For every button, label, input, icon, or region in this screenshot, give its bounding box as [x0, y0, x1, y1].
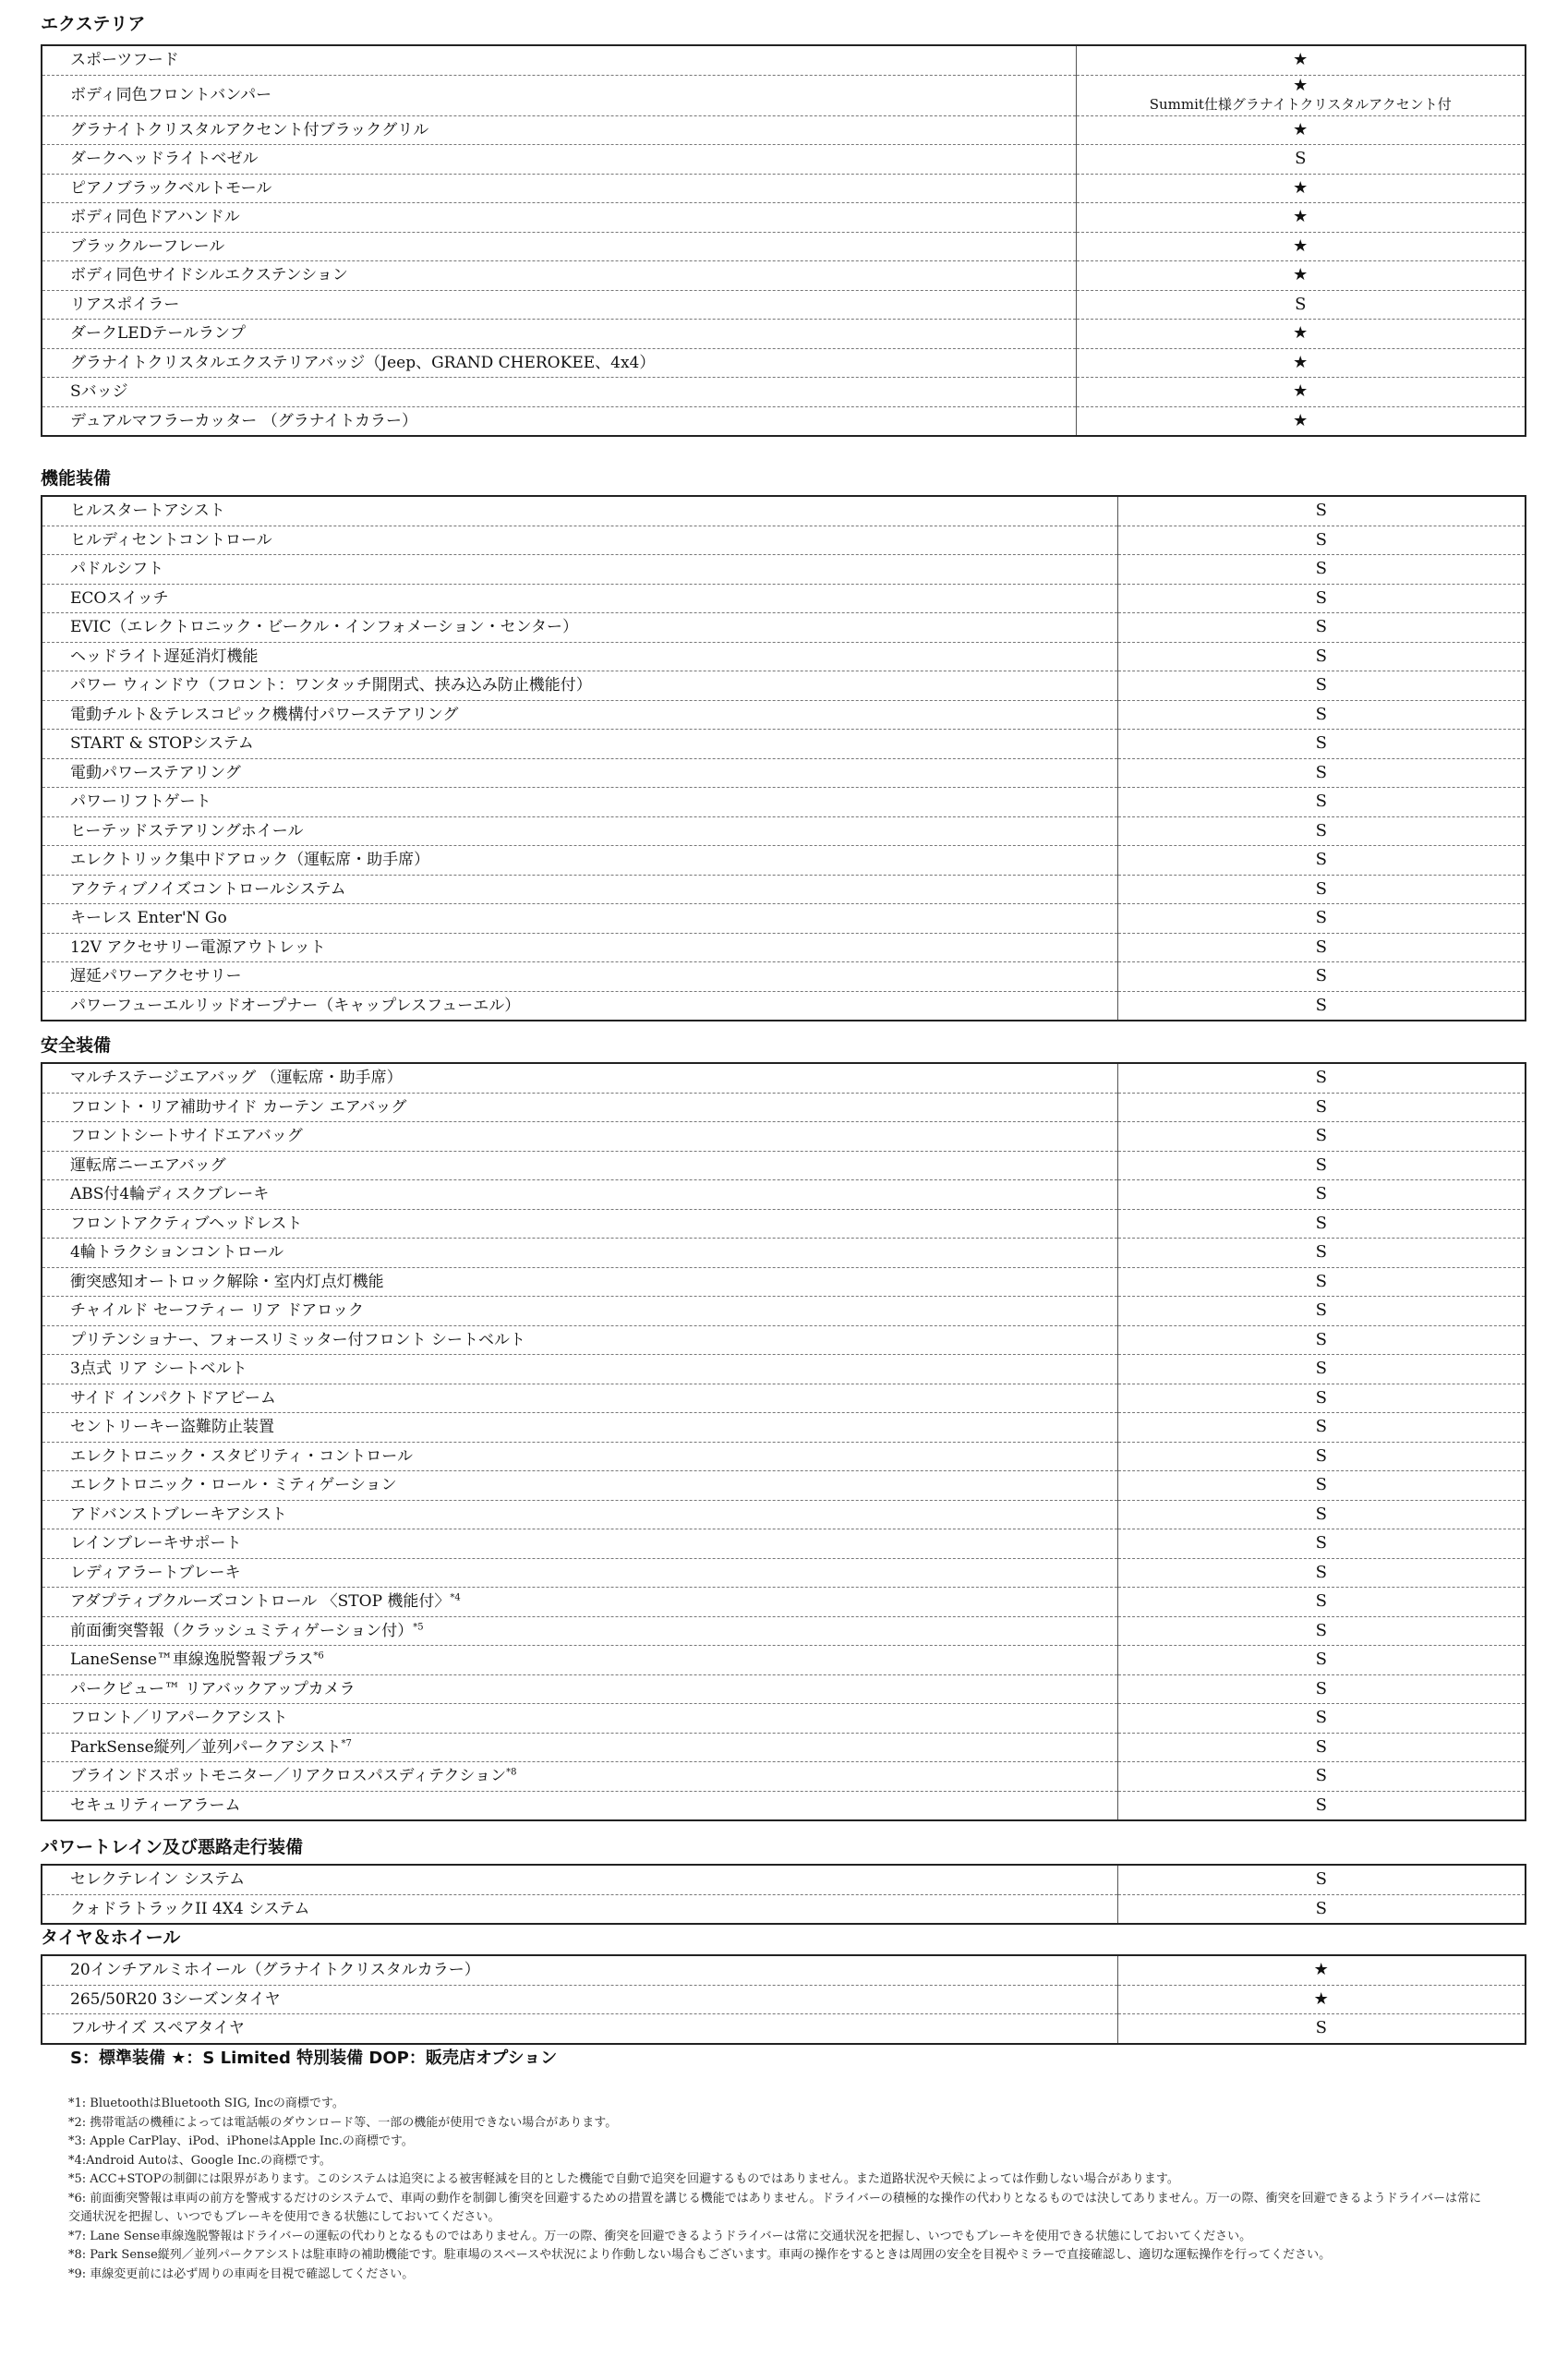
table-row [42, 1674, 1526, 1704]
table-row [42, 526, 1526, 555]
footnote: *6: 前面衝突警報は車両の前方を警戒するだけのシステムで、車両の動作を制御し衝突を回避するための措置を講じる機能ではありません。ドライバーの積極的な操作の代わりとなるものでは決してありません。万一の際、衝突を回避できるようドライバーは常に交通状況を把握し、いつでもブレーキを使用できる状態にしておいてください。 [68, 2191, 1481, 2224]
section-title-safety: 安全装備 [41, 1035, 112, 1056]
feature-label: グラナイトクリスタルアクセント付ブラックグリル [42, 115, 1076, 145]
feature-label: アダプティブクルーズコントロール 〈STOP 機能付〉$^{*4}$ [42, 1588, 1117, 1617]
equipment-status: S [1117, 1063, 1526, 1093]
equipment-status: S [1117, 1704, 1526, 1734]
feature-label: Sバッジ [42, 378, 1076, 407]
table-row [42, 203, 1526, 233]
feature-label: セキュリティーアラーム [42, 1791, 1117, 1820]
table-row [42, 406, 1526, 436]
equipment-status: S [1117, 1267, 1526, 1297]
feature-label: ダークLEDテールランプ [42, 320, 1076, 349]
table-row [42, 1704, 1526, 1734]
feature-label: デュアルマフラーカッター （グラナイトカラー） [42, 406, 1076, 436]
feature-label: ECOスイッチ [42, 584, 1117, 613]
section-table-exterior [41, 44, 1526, 437]
feature-label: パワーフューエルリッドオープナー（キャップレスフューエル） [42, 991, 1117, 1021]
feature-label: EVIC（エレクトロニック・ビークル・インフォメーション・センター） [42, 613, 1117, 643]
equipment-status: S [1117, 875, 1526, 904]
equipment-status: ★ [1076, 203, 1526, 233]
table-row [42, 45, 1526, 75]
table-row [42, 1093, 1526, 1122]
feature-label: ヘッドライト遅延消灯機能 [42, 642, 1117, 671]
equipment-status: S [1117, 1384, 1526, 1413]
equipment-status: ★ [1076, 115, 1526, 145]
feature-label: エレクトリック集中ドアロック（運転席・助手席） [42, 846, 1117, 876]
table-row [42, 2014, 1526, 2044]
table-row [42, 1122, 1526, 1152]
equipment-status: S [1117, 816, 1526, 846]
feature-label: 前面衝突警報（クラッシュミティゲーション付）$^{*5}$ [42, 1616, 1117, 1646]
table-row [42, 1646, 1526, 1675]
equipment-status: S [1117, 1646, 1526, 1675]
table-row [42, 962, 1526, 992]
feature-label: ブラインドスポットモニター／リアクロスパスディテクション$^{*8}$ [42, 1762, 1117, 1792]
equipment-status: S [1117, 846, 1526, 876]
feature-label: 電動パワーステアリング [42, 758, 1117, 788]
feature-label: ABS付4輪ディスクブレーキ [42, 1180, 1117, 1210]
feature-label: 衝突感知オートロック解除・室内灯点灯機能 [42, 1267, 1117, 1297]
equipment-status: S [1117, 1442, 1526, 1471]
table-row [42, 788, 1526, 817]
footnote: *2: 携帯電話の機種によっては電話帳のダウンロード等、一部の機能が使用できない場合があります。 [68, 2115, 618, 2130]
table-row [42, 232, 1526, 261]
equipment-status: S [1117, 1558, 1526, 1588]
table-row [42, 1733, 1526, 1762]
table-row [42, 348, 1526, 378]
table-row [42, 991, 1526, 1021]
table-row [42, 1180, 1526, 1210]
feature-label: リアスポイラー [42, 290, 1076, 320]
feature-label: レディアラートブレーキ [42, 1558, 1117, 1588]
section-title-powertrain: パワートレイン及び悪路走行装備 [41, 1837, 304, 1857]
section-table-tires [41, 1954, 1526, 2045]
footnote: *7: Lane Sense車線逸脱警報はドライバーの運転の代わりとなるものではありません。万一の際、衝突を回避できるようドライバーは常に交通状況を把握し、いつでもブレーキを使用できる状態にしておいてください。 [68, 2229, 1252, 2243]
equipment-status: S [1117, 904, 1526, 934]
equipment-status: ★ [1076, 378, 1526, 407]
equipment-status: S [1117, 613, 1526, 643]
feature-label: 20インチアルミホイール（グラナイトクリスタルカラー） [42, 1955, 1117, 1985]
feature-label: ヒーテッドステアリングホイール [42, 816, 1117, 846]
feature-label: ヒルディセントコントロール [42, 526, 1117, 555]
table-row [42, 1267, 1526, 1297]
equipment-status: S [1117, 1674, 1526, 1704]
feature-label: アドバンストブレーキアシスト [42, 1500, 1117, 1529]
equipment-status: S [1117, 1325, 1526, 1355]
feature-label: フロントアクティブヘッドレスト [42, 1209, 1117, 1239]
table-row [42, 816, 1526, 846]
equipment-status: ★ [1076, 348, 1526, 378]
feature-label: キーレス Enter'N Go [42, 904, 1117, 934]
table-row [42, 1239, 1526, 1268]
feature-label: 265/50R20 3シーズンタイヤ [42, 1985, 1117, 2014]
footnote: *9: 車線変更前には必ず周りの車両を目視で確認してください。 [68, 2266, 415, 2281]
footnotes [68, 2095, 1487, 2284]
equipment-status: S [1076, 290, 1526, 320]
feature-label: ダークヘッドライトベゼル [42, 145, 1076, 175]
equipment-status: ★ [1076, 320, 1526, 349]
equipment-status: S [1117, 788, 1526, 817]
table-row [42, 496, 1526, 526]
feature-label: マルチステージエアバッグ （運転席・助手席） [42, 1063, 1117, 1093]
feature-label: フロントシートサイドエアバッグ [42, 1122, 1117, 1152]
table-row [42, 584, 1526, 613]
table-row [42, 1151, 1526, 1180]
equipment-status: S [1315, 2018, 1327, 2038]
equipment-status: ★ [1076, 174, 1526, 203]
table-row [42, 555, 1526, 585]
equipment-status: S [1117, 496, 1526, 526]
equipment-status: ★ [1293, 410, 1309, 430]
table-row [42, 642, 1526, 671]
feature-label: スポーツフード [42, 45, 1076, 75]
feature-label: ボディ同色サイドシルエクステンション [42, 261, 1076, 291]
table-row [42, 1529, 1526, 1559]
feature-label: 遅延パワーアクセサリー [42, 962, 1117, 992]
table-row [42, 875, 1526, 904]
footnote-ref: *5 [413, 1622, 424, 1633]
table-row [42, 613, 1526, 643]
table-row [42, 1955, 1526, 1985]
equipment-status: ★ [1076, 261, 1526, 291]
feature-label: パワー ウィンドウ（フロント：ワンタッチ開閉式、挟み込み防止機能付） [42, 671, 1117, 701]
table-row [42, 1791, 1526, 1820]
feature-label: LaneSense™車線逸脱警報プラス$^{*6}$ [42, 1646, 1117, 1675]
equipment-status: S [1117, 584, 1526, 613]
feature-label: ボディ同色フロントバンパー [42, 75, 1076, 115]
feature-label: セントリーキー盗難防止装置 [42, 1413, 1117, 1443]
feature-label: パークビュー™ リアバックアップカメラ [42, 1674, 1117, 1704]
table-row [42, 1442, 1526, 1471]
table-row [42, 1865, 1526, 1894]
status-note: Summit仕様グラナイトクリスタルアクセント付 [1149, 96, 1452, 113]
equipment-status: S [1117, 962, 1526, 992]
feature-label: ブラックルーフレール [42, 232, 1076, 261]
feature-label: エレクトロニック・ロール・ミティゲーション [42, 1471, 1117, 1501]
equipment-status: S [1117, 730, 1526, 759]
equipment-status: S [1117, 933, 1526, 962]
feature-label: フロント／リアパークアシスト [42, 1704, 1117, 1734]
equipment-status: S [1315, 1898, 1327, 1918]
section-title-tires: タイヤ＆ホイール [41, 1928, 181, 1948]
feature-label: 電動チルト＆テレスコピック機構付パワーステアリング [42, 700, 1117, 730]
equipment-status: S [1117, 1529, 1526, 1559]
equipment-status: S [1117, 1093, 1526, 1122]
table-row [42, 1297, 1526, 1326]
table-row [42, 1325, 1526, 1355]
equipment-status: S [1117, 1865, 1526, 1894]
feature-label: 運転席ニーエアバッグ [42, 1151, 1117, 1180]
equipment-status: S [1117, 1209, 1526, 1239]
feature-label: ParkSense縦列／並列パークアシスト$^{*7}$ [42, 1733, 1117, 1762]
footnote-ref: *8 [506, 1767, 517, 1778]
table-row [42, 671, 1526, 701]
footnote-ref: *6 [313, 1650, 324, 1662]
equipment-status: S [1117, 1297, 1526, 1326]
footnote: *1: BluetoothはBluetooth SIG, Incの商標です。 [68, 2097, 344, 2110]
feature-label: パドルシフト [42, 555, 1117, 585]
table-row [42, 320, 1526, 349]
feature-label: セレクテレイン システム [42, 1865, 1117, 1894]
equipment-status: S [1117, 642, 1526, 671]
feature-label: レインブレーキサポート [42, 1529, 1117, 1559]
table-row [42, 261, 1526, 291]
footnote-ref: *4 [450, 1592, 461, 1603]
feature-label: ボディ同色ドアハンドル [42, 203, 1076, 233]
feature-label: エレクトロニック・スタビリティ・コントロール [42, 1442, 1117, 1471]
table-row [42, 1762, 1526, 1792]
table-row [42, 75, 1526, 115]
footnote: *4:Android Autoは、Google Inc.の商標です。 [68, 2153, 332, 2168]
feature-label: 12V アクセサリー電源アウトレット [42, 933, 1117, 962]
table-row [42, 1063, 1526, 1093]
table-row [42, 1558, 1526, 1588]
table-row [42, 758, 1526, 788]
equipment-status: S [1117, 1588, 1526, 1617]
table-row [42, 846, 1526, 876]
table-row [42, 933, 1526, 962]
table-row [42, 145, 1526, 175]
feature-label: フルサイズ スペアタイヤ [42, 2014, 1117, 2044]
feature-label: チャイルド セーフティー リア ドアロック [42, 1297, 1117, 1326]
feature-label: フロント・リア補助サイド カーテン エアバッグ [42, 1093, 1117, 1122]
table-row [42, 700, 1526, 730]
table-row [42, 1616, 1526, 1646]
equipment-status: S [1117, 700, 1526, 730]
footnote: *3: Apple CarPlay、iPod、iPhoneはApple Inc.の商標です。 [68, 2134, 414, 2148]
table-row [42, 1500, 1526, 1529]
footnote: *5: ACC+STOPの制御には限界があります。このシステムは追突による被害軽減を目的とした機能で自動で追突を回避するものではありません。また道路状況や天候によっては作動しない場合があります。 [68, 2172, 1179, 2186]
equipment-status: S [1117, 1762, 1526, 1792]
table-row [42, 1355, 1526, 1384]
equipment-status: S [1117, 1616, 1526, 1646]
section-title-exterior: エクステリア [41, 14, 146, 34]
equipment-status: ★ [1076, 232, 1526, 261]
table-row [42, 1588, 1526, 1617]
equipment-status: S [1117, 1471, 1526, 1501]
feature-label: 4輪トラクションコントロール [42, 1239, 1117, 1268]
feature-label: ピアノブラックベルトモール [42, 174, 1076, 203]
feature-label: プリテンショナー、フォースリミッター付フロント シートベルト [42, 1325, 1117, 1355]
table-row [42, 115, 1526, 145]
feature-label: ヒルスタートアシスト [42, 496, 1117, 526]
table-row [42, 730, 1526, 759]
equipment-status: S [1117, 758, 1526, 788]
equipment-status: S [1117, 671, 1526, 701]
table-row [42, 1471, 1526, 1501]
legend: S：標準装備 ★：S Limited 特別装備 DOP：販売店オプション [70, 2049, 558, 2068]
equipment-status: S [1117, 1733, 1526, 1762]
footnote-ref: *7 [341, 1738, 352, 1749]
equipment-status: S [1117, 1180, 1526, 1210]
table-row [42, 1894, 1526, 1924]
table-row [42, 904, 1526, 934]
equipment-status: S [1117, 1151, 1526, 1180]
equipment-status: S [1117, 1239, 1526, 1268]
equipment-status: ★ [1117, 1955, 1526, 1985]
table-row [42, 1209, 1526, 1239]
equipment-status: S [1117, 526, 1526, 555]
equipment-status: S [1117, 1355, 1526, 1384]
equipment-status: S [1117, 555, 1526, 585]
equipment-status: ★ [1076, 45, 1526, 75]
table-row [42, 290, 1526, 320]
section-table-powertrain [41, 1864, 1526, 1925]
equipment-status: S [1076, 145, 1526, 175]
feature-label: サイド インパクトドアビーム [42, 1384, 1117, 1413]
feature-label: パワーリフトゲート [42, 788, 1117, 817]
section-table-safety [41, 1062, 1526, 1821]
table-row [42, 378, 1526, 407]
equipment-status: S [1117, 1122, 1526, 1152]
feature-label: 3点式 リア シートベルト [42, 1355, 1117, 1384]
equipment-status: ★ Summit仕様グラナイトクリスタルアクセント付 [1076, 75, 1526, 115]
table-row [42, 174, 1526, 203]
equipment-status: S [1117, 1500, 1526, 1529]
feature-label: クォドラトラックII 4X4 システム [42, 1894, 1117, 1924]
section-title-functional: 機能装備 [41, 468, 112, 489]
feature-label: アクティブノイズコントロールシステム [42, 875, 1117, 904]
footnote: *8: Park Sense縦列／並列パークアシストは駐車時の補助機能です。駐車場のスペースや状況により作動しない場合もございます。車両の操作をするときは周囲の安全を目視やミラーで直接確認し、適切な運転操作を行ってください。 [68, 2248, 1332, 2262]
table-row [42, 1384, 1526, 1413]
equipment-status: ★ [1117, 1985, 1526, 2014]
equipment-status: S [1315, 1795, 1327, 1815]
equipment-status: S [1315, 995, 1327, 1015]
feature-label: START & STOPシステム [42, 730, 1117, 759]
feature-label: グラナイトクリスタルエクステリアバッジ（Jeep、GRAND CHEROKEE、4x4） [42, 348, 1076, 378]
table-row [42, 1985, 1526, 2014]
equipment-status: S [1117, 1413, 1526, 1443]
table-row [42, 1413, 1526, 1443]
section-table-functional [41, 495, 1526, 1021]
